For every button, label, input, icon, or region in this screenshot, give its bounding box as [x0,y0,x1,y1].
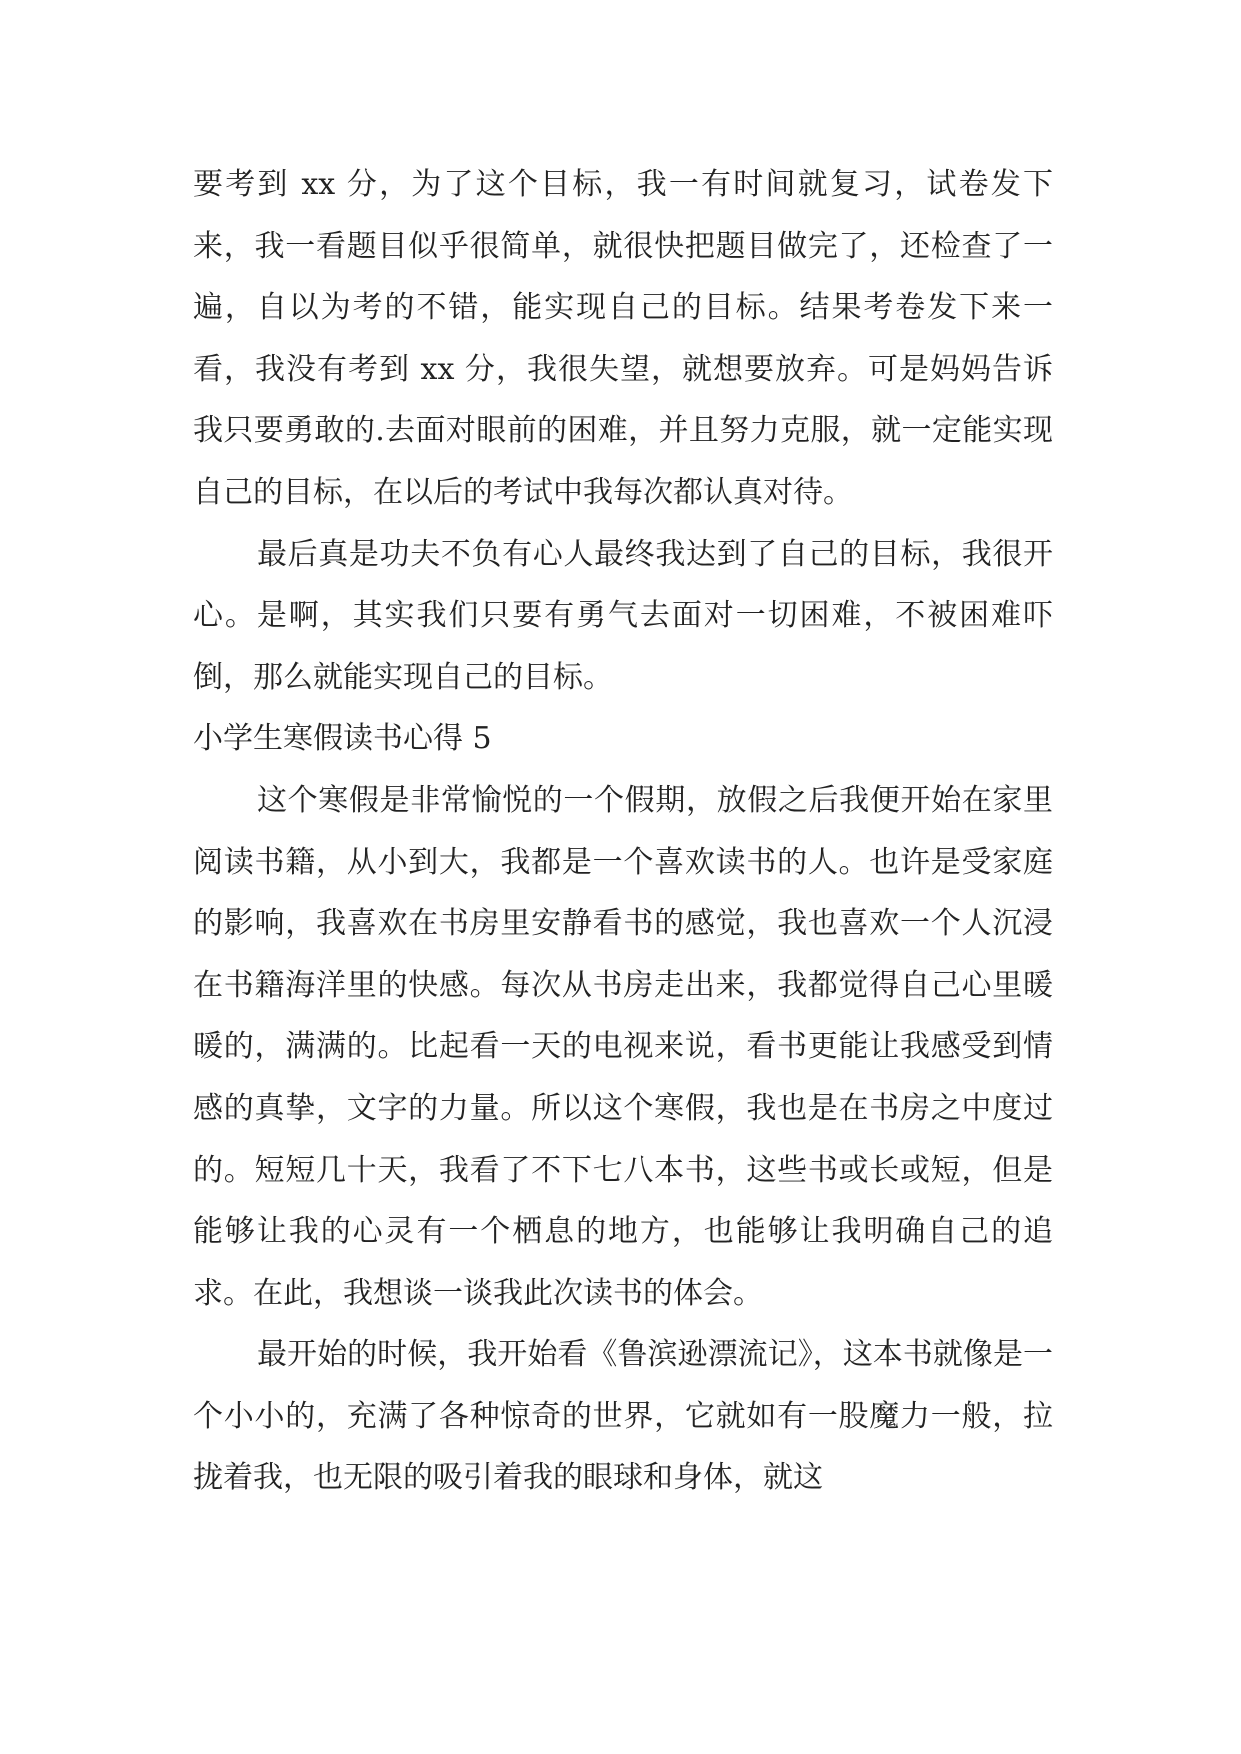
paragraph-4: 最开始的时候，我开始看《鲁滨逊漂流记》，这本书就像是一个小小的，充满了各种惊奇的世界，它就如有一股魔力一般，拉拢着我，也无限的吸引着我的眼球和身体，就这 [193,1337,1053,1496]
document-body [193,154,1053,1509]
section-heading: 小学生寒假读书心得 5 [193,721,492,757]
paragraph-2: 最后真是功夫不负有心人最终我达到了自己的目标，我很开心。是啊，其实我们只要有勇气去面对一切困难，不被困难吓倒，那么就能实现自己的目标。 [193,536,1053,695]
paragraph-1: 要考到 xx 分，为了这个目标，我一有时间就复习，试卷发下来，我一看题目似乎很简单，就很快把题目做完了，还检查了一遍，自以为考的不错，能实现自己的目标。结果考卷发下来一看，我没有考到 xx 分，我很失望，就想要放弃。可是妈妈告诉我只要勇敢的.去面对眼前的困难，并且努力克服，就一定能实现自己的目标，在以后的考试中我每次都认真对待。 [193,167,1053,510]
paragraph-3: 这个寒假是非常愉悦的一个假期，放假之后我便开始在家里阅读书籍，从小到大，我都是一个喜欢读书的人。也许是受家庭的影响，我喜欢在书房里安静看书的感觉，我也喜欢一个人沉浸在书籍海洋里的快感。每次从书房走出来，我都觉得自己心里暖暖的，满满的。比起看一天的电视来说，看书更能让我感受到情感的真挚，文字的力量。所以这个寒假，我也是在书房之中度过的。短短几十天，我看了不下七八本书，这些书或长或短，但是能够让我的心灵有一个栖息的地方，也能够让我明确自己的追求。在此，我想谈一谈我此次读书的体会。 [193,782,1053,1311]
